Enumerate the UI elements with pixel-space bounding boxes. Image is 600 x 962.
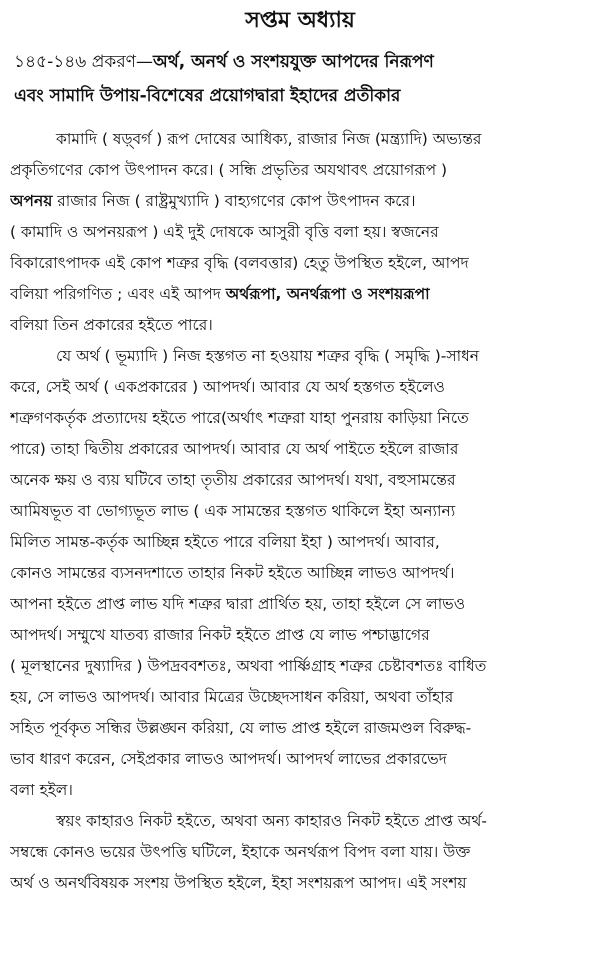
text-span: বলিয়া পরিগণিত ; এবং এই আপদ — [10, 285, 226, 303]
text-line: ( কামাদি ও অপনয়রূপ ) এই দুই দোষকে আসুরী বৃত্তি বলা হয়। স্বজনের — [10, 223, 439, 241]
text-line: কোনও সামন্তের ব্যসনদশাতে তাহার নিকট হইতে আচ্ছিন্ন লাভও আপদর্থ। — [10, 564, 455, 582]
text-line: ( মূলস্থানের দুষ্যাদির ) উপদ্রববশতঃ, অথবা পার্ষ্ণিগ্রাহ শত্রুর চেষ্টাবশতঃ বাধিত — [10, 657, 487, 675]
text-line: আমিষভূত বা ভোগ্যভূত লাভ ( এক সামন্তের হস্তগত থাকিলে ইহা অন্যান্য — [10, 502, 456, 520]
text-line: ভাব ধারণ করেন, সেইপ্রকার লাভও আপদর্থ। আপদর্থ লাভের প্রকারভেদ — [10, 750, 447, 768]
section-heading-line-2: এবং সামাদি উপায়-বিশেষের প্রয়োগদ্বারা ইহাদের প্রতীকার — [14, 86, 401, 106]
text-line: আপনা হইতে প্রাপ্ত লাভ যদি শত্রুর দ্বারা প্রার্থিত হয়, তাহা হইলে সে লাভও — [10, 595, 466, 613]
text-line: শত্রুগণকর্তৃক প্রত্যাদেয় হইতে পারে(অর্থাৎ শত্রুরা যাহা পুনরায় কাড়িয়া নিতে — [10, 409, 469, 427]
text-line: পারে) তাহা দ্বিতীয় প্রকারের আপদর্থ। আবার যে অর্থ পাইতে হইলে রাজার — [10, 440, 459, 458]
body-text — [10, 124, 596, 899]
text-line — [10, 186, 596, 217]
text-line: অর্থ ও অনর্থবিষয়ক সংশয় উপস্থিত হইলে, ইহা সংশয়রূপ আপদ। এই সংশয় — [10, 874, 467, 892]
bold-term: অপনয় — [10, 192, 53, 210]
text-line: আপদর্থ। সম্মুখে যাতব্য রাজার নিকট হইতে প্রাপ্ত যে লাভ পশ্চাদ্ভাগের — [10, 626, 430, 644]
text-line: স্বয়ং কাহারও নিকট হইতে, অথবা অন্য কাহারও নিকট হইতে প্রাপ্ত অর্থ- — [56, 812, 487, 830]
text-line: মিলিত সামন্ত-কর্তৃক আচ্ছিন্ন হইতে পারে বলিয়া ইহা ) আপদর্থ। আবার, — [10, 533, 440, 551]
text-line: বলা হইল। — [10, 781, 73, 799]
text-line: বিকারোৎপাদক এই কোপ শত্রুর বৃদ্ধি (বলবত্তার) হেতু উপস্থিত হইলে, আপদ — [10, 254, 469, 272]
text-line: কামাদি ( ষড়্‌বর্গ ) রূপ দোষের আধিক্য, রাজার নিজ (মন্ত্র্যাদি) অভ্যন্তর — [56, 130, 482, 148]
text-line: সহিত পূর্বকৃত সন্ধির উল্লঙ্ঘন করিয়া, যে লাভ প্রাপ্ত হইলে রাজমণ্ডল বিরুদ্ধ- — [10, 719, 472, 737]
text-line: প্রকৃতিগণের কোপ উৎপাদন করে। ( সন্ধি প্রভৃতির অযথাবৎ প্রয়োগরূপ ) — [10, 161, 448, 179]
text-line: সম্বন্ধে কোনও ভয়ের উৎপত্তি ঘটিলে, ইহাকে অনর্থরূপ বিপদ বলা যায়। উক্ত — [10, 843, 471, 861]
text-line — [10, 279, 596, 310]
text-line: করে, সেই অর্থ ( একপ্রকারের ) আপদর্থ। আবার যে অর্থ হস্তগত হইলেও — [10, 378, 445, 396]
section-topic: অর্থ, অনর্থ ও সংশয়যুক্ত আপদের নিরূপণ — [152, 52, 434, 72]
chapter-title: সপ্তম অধ্যায় — [245, 8, 355, 33]
text-span: রাজার নিজ ( রাষ্ট্রমুখ্যাদি ) বাহ্যগণের কোপ উৎপাদন করে। — [52, 192, 416, 210]
bold-term: অর্থরূপা, অনর্থরূপা ও সংশয়রূপা — [225, 285, 430, 303]
text-line: অনেক ক্ষয় ও ব্যয় ঘটিবে তাহা তৃতীয় প্রকারের আপদর্থ। যথা, বহুসামন্তের — [10, 471, 456, 489]
section-heading-line-1 — [14, 48, 592, 76]
text-line: হয়, সে লাভও আপদর্থ। আবার মিত্রের উচ্ছেদসাধন করিয়া, অথবা তাঁহার — [10, 688, 454, 706]
text-line: বলিয়া তিন প্রকারের হইতে পারে। — [10, 316, 213, 334]
section-number: ১৪৫-১৪৬ প্রকরণ— — [14, 52, 153, 72]
text-line: যে অর্থ ( ভূম্যাদি ) নিজ হস্তগত না হওয়ায় শত্রুর বৃদ্ধি ( সমৃদ্ধি )-সাধন — [56, 347, 480, 365]
